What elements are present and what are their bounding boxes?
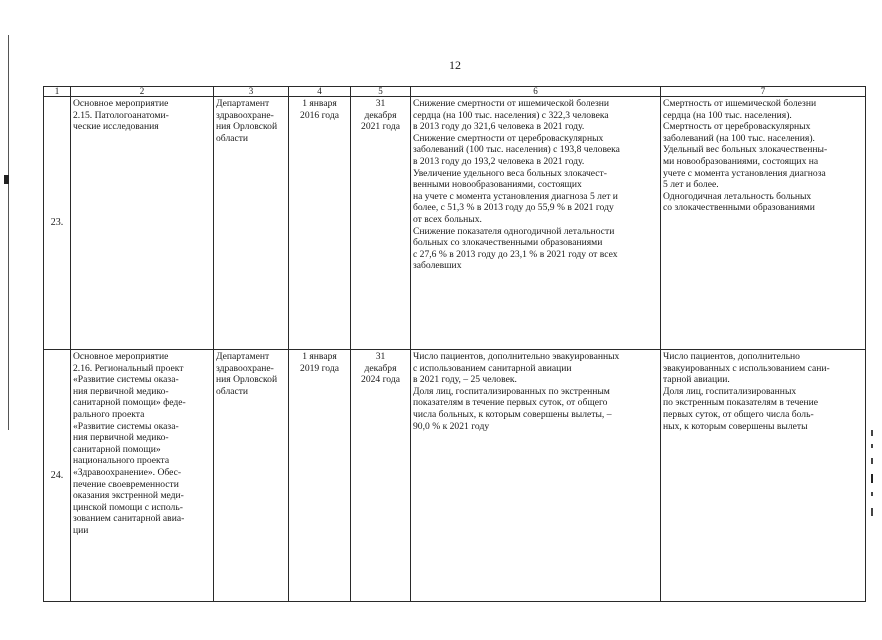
expected-result-cell [411,97,661,350]
scan-edge-line [8,35,9,430]
end-date-cell [351,350,411,602]
executor-text: области [216,132,249,144]
result-text: Снижение смертности от цереброваскулярных [413,132,604,144]
column-number: 7 [661,87,866,97]
executor-text: Департамент [216,98,270,109]
event-text: национального проекта [73,455,170,467]
indicator-text: Смертность от ишемической болезни [663,98,817,109]
indicator-text: Одногодичная летальность больных [663,190,812,202]
indicator-text: Доля лиц, госпитализированных [663,385,797,397]
indicator-text: эвакуированных с использованием сани- [663,362,830,374]
result-text: Число пациентов, дополнительно эвакуированных [413,351,620,362]
column-number: 1 [44,87,71,97]
result-text: больных со злокачественными образованиями [413,237,603,249]
indicator-text: первых суток, от общего числа боль- [663,408,814,420]
measures-table [43,86,866,602]
result-text: в 2021 году, – 25 человек. [413,374,517,386]
result-text: числа больных, к которым совершены вылеты, – [413,408,612,420]
executor-text: здравоохране- [216,109,274,121]
indicator-cell [661,350,866,602]
end-date-text: декабря [364,362,397,374]
executor-text: области [216,385,249,397]
indicator-text: Смертность от цереброваскулярных [663,121,811,133]
event-text: «Развитие системы оказа- [73,420,179,432]
column-number-row [44,87,866,97]
indicator-text: 5 лет и более. [663,179,719,191]
result-text: Снижение показателя одногодичной летальности [413,225,615,237]
column-number: 3 [214,87,289,97]
event-text: зованием санитарной авиа- [73,513,185,525]
table-row [44,350,866,602]
result-text: заболеваний (100 тыс. населения) с 193,8 человека [413,144,620,156]
result-text: на учете с момента установления диагноза 5 лет и [413,190,618,202]
executor-cell [214,97,289,350]
executor-text: ния Орловской [216,121,278,133]
event-text: рального проекта [73,408,145,420]
end-date-text: 2021 года [361,121,400,133]
row-number: 24. [44,350,71,602]
executor-text: здравоохране- [216,362,274,374]
event-text: Основное мероприятие [73,351,169,362]
event-text: ческие исследования [73,121,159,133]
event-text: 2.16. Региональный проект [73,362,184,374]
start-date-text: 2019 года [300,362,339,374]
expected-result-cell [411,350,661,602]
start-date-text: 1 января [302,98,337,109]
result-text: с 27,6 % в 2013 году до 23,1 % в 2021 году от всех [413,248,618,260]
indicator-text: ных, к которым совершены вылеты [663,420,808,432]
result-text: с использованием санитарной авиации [413,362,572,374]
event-cell [71,97,214,350]
result-text: Снижение смертности от ишемической болезни [413,98,610,109]
row-number: 23. [44,97,71,350]
column-number: 4 [289,87,351,97]
scan-artifact-mark [4,175,9,184]
column-number: 5 [351,87,411,97]
executor-cell [214,350,289,602]
executor-text: Департамент [216,351,270,362]
column-number: 2 [71,87,214,97]
start-date-cell [289,350,351,602]
start-date-cell [289,97,351,350]
indicator-cell [661,97,866,350]
result-text: в 2013 году до 321,6 человека в 2021 году. [413,121,585,133]
column-number: 6 [411,87,661,97]
event-text: печение своевременности [73,478,179,490]
indicator-text: Число пациентов, дополнительно [663,351,800,362]
scan-artifact-marks-right [866,430,878,540]
end-date-text: декабря [364,109,397,121]
result-text: 90,0 % к 2021 году [413,420,490,432]
end-date-text: 31 [375,98,386,109]
event-text: ния первичной медико- [73,432,169,444]
event-text: 2.15. Патологоанатоми- [73,109,169,121]
table-row [44,97,866,350]
result-text: сердца (на 100 тыс. населения) с 322,3 человека [413,109,609,121]
indicator-text: тарной авиации. [663,374,730,386]
event-text: Основное мероприятие [73,98,169,109]
indicator-text: учете с момента установления диагноза [663,167,826,179]
end-date-text: 2024 года [361,374,400,386]
event-cell [71,350,214,602]
event-text: ния первичной медико- [73,385,169,397]
start-date-text: 1 января [302,351,337,362]
result-text: Доля лиц, госпитализированных по экстренным [413,385,610,397]
event-text: цинской помощи с исполь- [73,501,183,513]
result-text: Увеличение удельного веса больных злокачест- [413,167,607,179]
result-text: заболевших [413,260,462,272]
event-text: «Здравоохранение». Обес- [73,466,182,478]
indicator-text: заболеваний (на 100 тыс. населения). [663,132,815,144]
event-text: санитарной помощи» [73,443,161,455]
result-text: венными новообразованиями, состоящих [413,179,582,191]
event-text: санитарной помощи» феде- [73,397,186,409]
result-text: более, с 51,3 % в 2013 году до 55,9 % в 2021 году [413,202,614,214]
result-text: показателям в течение первых суток, от общего [413,397,608,409]
event-text: «Развитие системы оказа- [73,374,179,386]
indicator-text: со злокачественными образованиями [663,202,815,214]
start-date-text: 2016 года [300,109,339,121]
result-text: в 2013 году до 193,2 человека в 2021 году. [413,155,585,167]
indicator-text: ми новообразованиями, состоящих на [663,155,819,167]
indicator-text: Удельный вес больных злокачественны- [663,144,828,156]
executor-text: ния Орловской [216,374,278,386]
end-date-cell [351,97,411,350]
event-text: оказания экстренной меди- [73,490,184,502]
result-text: от всех больных. [413,213,482,225]
indicator-text: по экстренным показателям в течение [663,397,819,409]
indicator-text: сердца (на 100 тыс. населения). [663,109,792,121]
end-date-text: 31 [375,351,386,362]
event-text: ции [73,524,89,536]
page-number: 12 [449,58,461,72]
